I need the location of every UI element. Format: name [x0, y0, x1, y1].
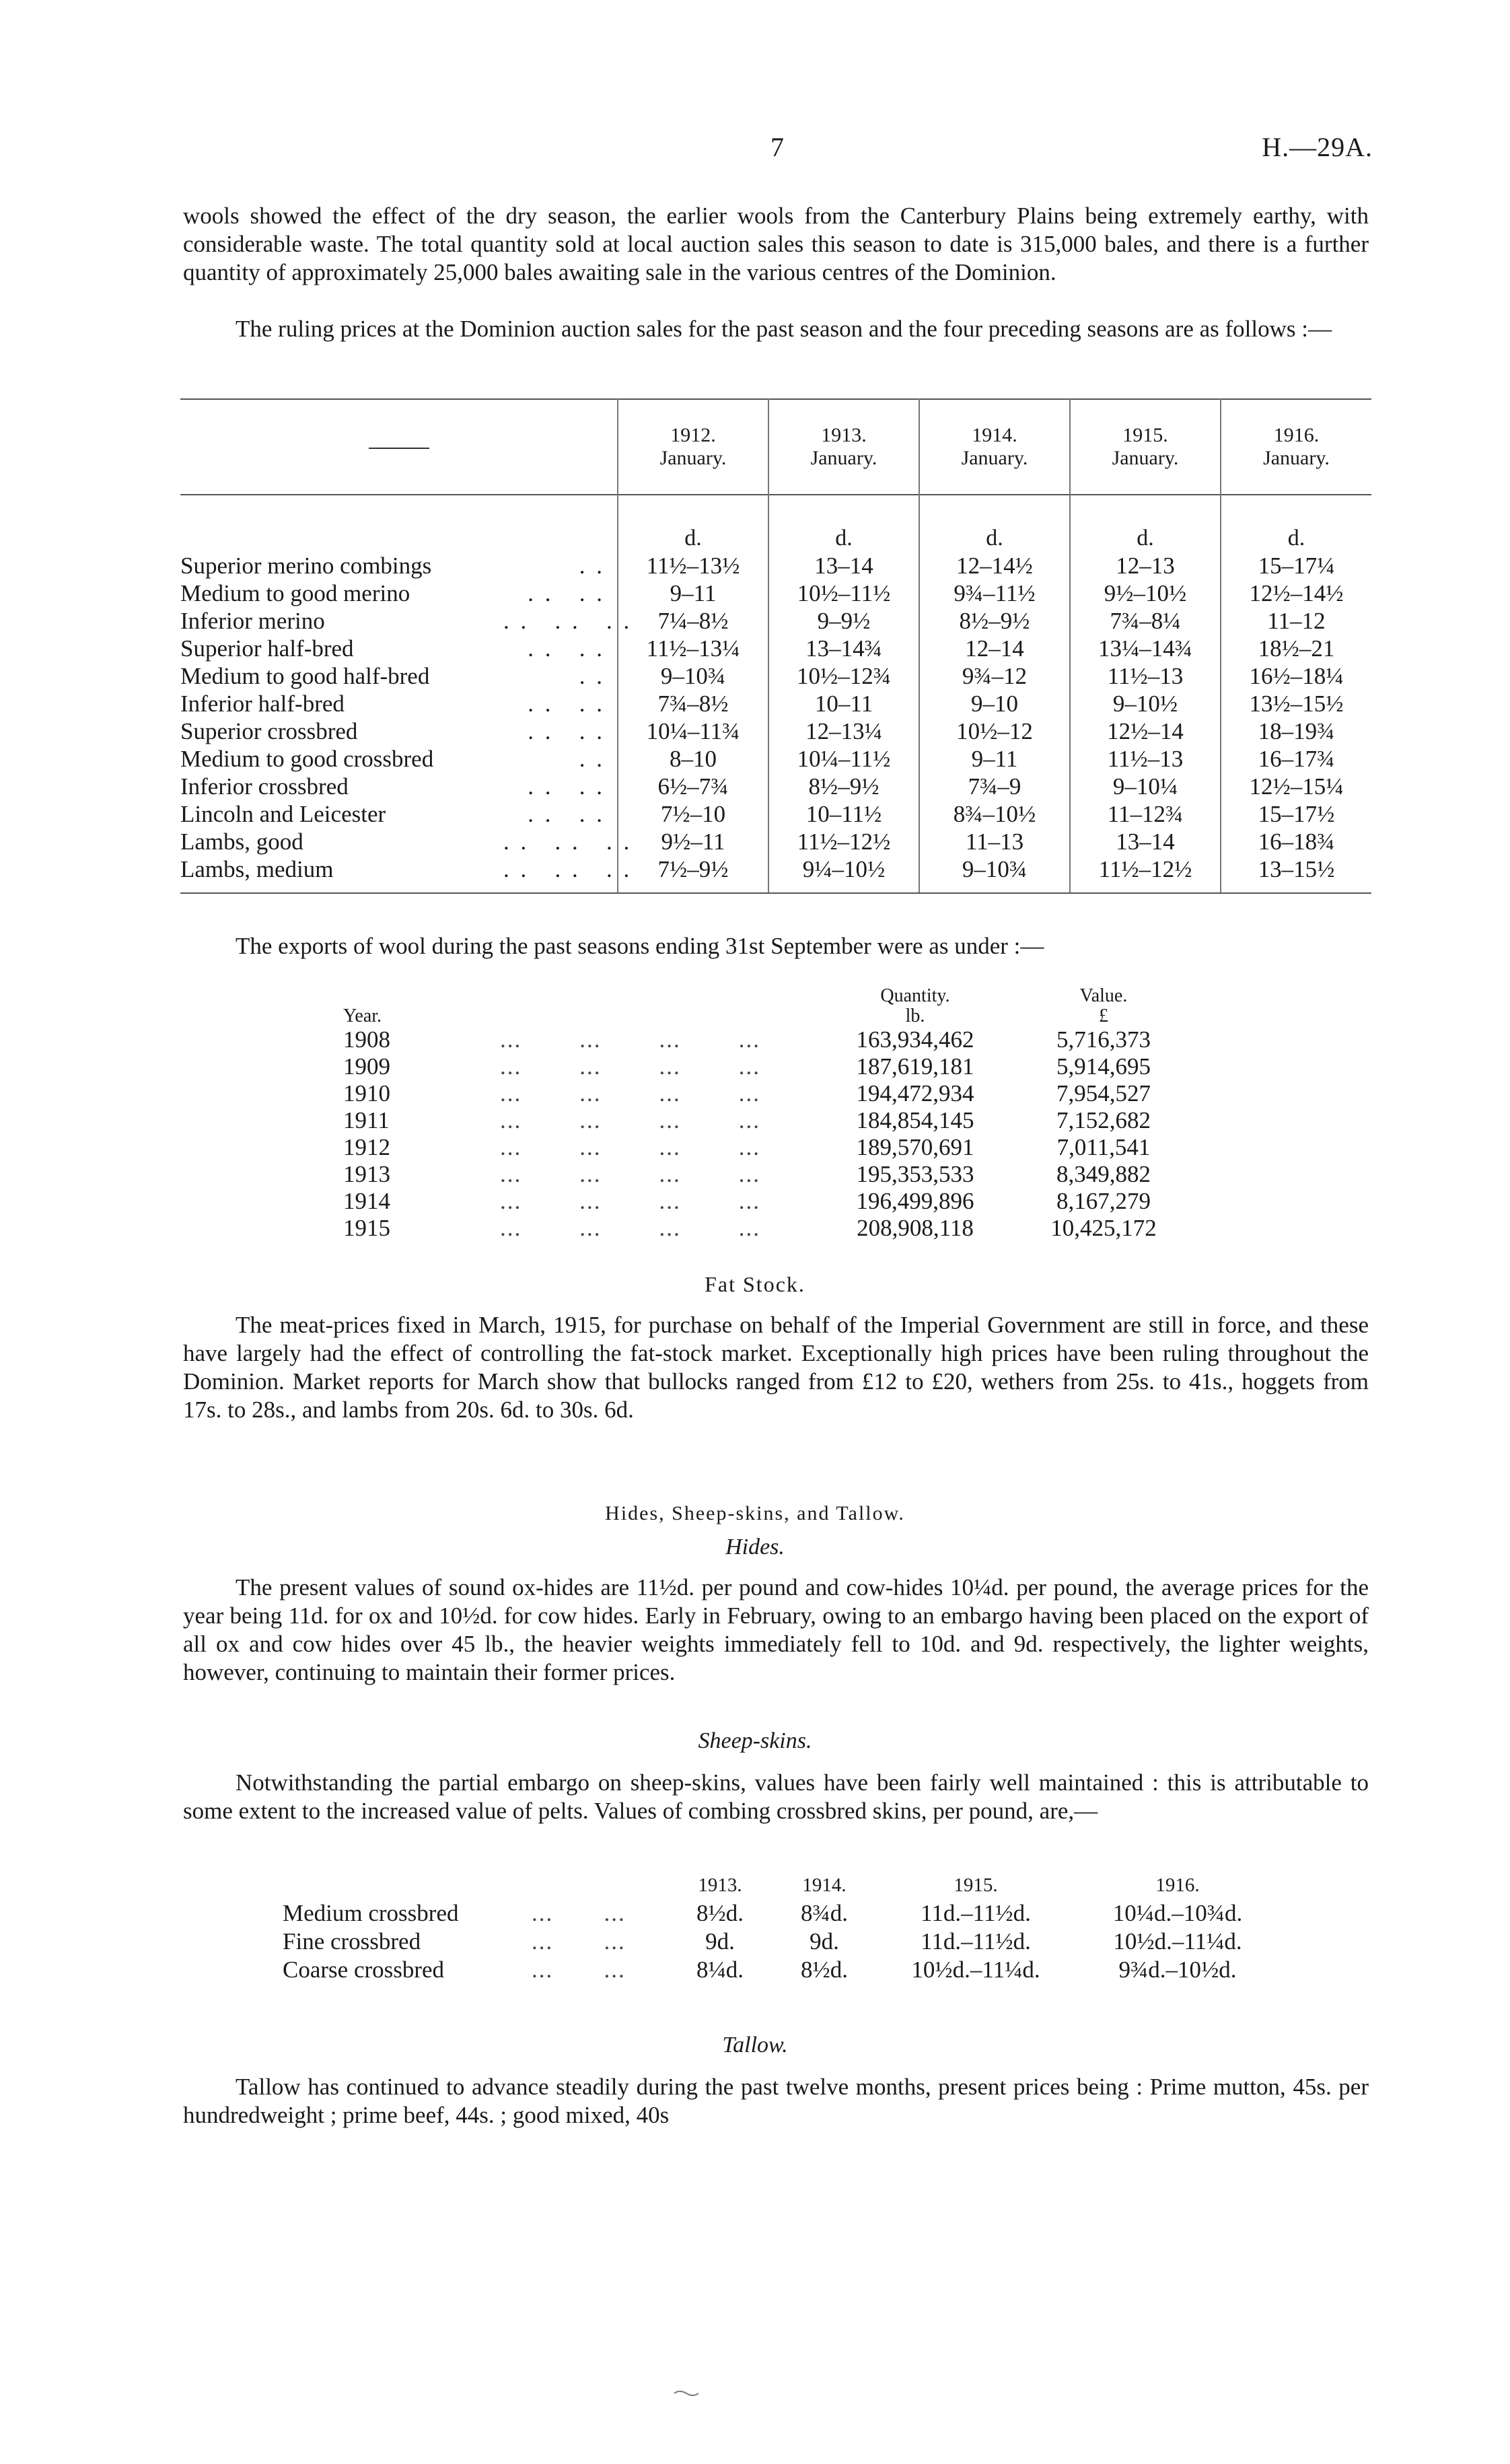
- price-cell: 13½–15½: [1221, 690, 1371, 717]
- sheepskins-subheading: Sheep-skins.: [698, 1728, 812, 1753]
- price-cell: 10½d.–11¼d.: [1113, 1928, 1242, 1955]
- row-label: Superior crossbred: [180, 718, 358, 744]
- price-cell: 8½–9½: [768, 773, 919, 800]
- row-label: Medium to good merino: [180, 580, 410, 606]
- price-cell: 7¼–8½: [618, 607, 768, 635]
- year-cell: 1908: [343, 1026, 390, 1053]
- price-cell: 11–12¾: [1070, 800, 1221, 828]
- row-label: Medium crossbred: [283, 1900, 459, 1926]
- price-cell: 12–14½: [919, 552, 1070, 579]
- price-cell: 8½d.: [801, 1957, 848, 1983]
- price-cell: 12–13: [1070, 552, 1221, 579]
- exports-intro: The exports of wool during the past seasons ending 31st September were as under :—: [236, 933, 1044, 959]
- year-header: 1916.: [1155, 1874, 1200, 1896]
- page-header: [182, 131, 1373, 172]
- year-cell: 1909: [343, 1053, 390, 1080]
- column-header: 1913. January.: [768, 399, 919, 495]
- price-cell: 10¼d.–10¾d.: [1112, 1900, 1243, 1926]
- price-cell: 9–10¼: [1070, 773, 1221, 800]
- quantity-header: Quantity. lb.: [880, 985, 950, 1026]
- row-label: Coarse crossbred: [283, 1957, 445, 1983]
- price-cell: 12½–14: [1070, 717, 1221, 745]
- year-header: 1914.: [802, 1874, 847, 1896]
- price-cell: 9–9½: [768, 607, 919, 635]
- quantity-cell: 187,619,181: [856, 1053, 974, 1080]
- table-row: Coarse crossbred ... ... 8¼d. 8½d. 10½d.–11¼d. 9¾d.–10½d.: [283, 1956, 1279, 1984]
- price-cell: 6½–7¾: [618, 773, 768, 800]
- wool-exports-table: [343, 986, 1198, 1242]
- price-cell: 12½–14½: [1221, 579, 1371, 607]
- quantity-cell: 196,499,896: [856, 1188, 974, 1214]
- row-label: Lincoln and Leicester: [180, 801, 386, 827]
- price-cell: 18½–21: [1221, 635, 1371, 662]
- quantity-cell: 184,854,145: [856, 1107, 974, 1133]
- header-dash: [369, 448, 429, 449]
- unit-cell: d.: [618, 495, 768, 552]
- row-label: Inferior merino: [180, 608, 325, 634]
- price-cell: 11½–12½: [768, 828, 919, 855]
- price-cell: 15–17¼: [1221, 552, 1371, 579]
- value-cell: 7,152,682: [1056, 1107, 1151, 1133]
- price-cell: 7½–10: [618, 800, 768, 828]
- table-row: Lambs, medium . . . . . . 7½–9½ 9¼–10½ 9–10¾ 11½–12½ 13–15½: [180, 855, 1371, 893]
- table-row: 1913 ... ... ... ... 195,353,533 8,349,882: [343, 1161, 1198, 1188]
- hides-section-heading: Hides, Sheep-skins, and Tallow.: [605, 1502, 905, 1524]
- value-cell: 8,167,279: [1056, 1188, 1151, 1214]
- page-number: 7: [770, 132, 784, 162]
- row-label: Inferior half-bred: [180, 691, 345, 717]
- year-header: 1915.: [954, 1874, 998, 1896]
- table-row: 1909 ... ... ... ... 187,619,181 5,914,695: [343, 1053, 1198, 1080]
- value-header: Value. £: [1079, 985, 1128, 1026]
- table-row: Lincoln and Leicester . . . . 7½–10 10–11½ 8¾–10½ 11–12¾ 15–17½: [180, 800, 1371, 828]
- price-cell: 9–11: [618, 579, 768, 607]
- price-cell: 13–15½: [1221, 855, 1371, 893]
- column-header: 1916. January.: [1221, 399, 1371, 495]
- year-header: Year.: [343, 1006, 382, 1026]
- year-cell: 1910: [343, 1080, 390, 1106]
- table-row: 1914 ... ... ... ... 196,499,896 8,167,279: [343, 1188, 1198, 1215]
- price-cell: 9¾d.–10½d.: [1118, 1957, 1237, 1983]
- intro-paragraph-2: The ruling prices at the Dominion auction sales for the past season and the four preceding seasons are as follows :—: [236, 316, 1332, 342]
- table-row: Inferior merino . . . . . . 7¼–8½ 9–9½ 8½–9½ 7¾–8¼ 11–12: [180, 607, 1371, 635]
- price-cell: 9¼–10½: [768, 855, 919, 893]
- row-label: Medium to good half-bred: [180, 663, 430, 689]
- price-cell: 9–10¾: [618, 662, 768, 690]
- sheepskins-table: [283, 1871, 1279, 1984]
- tallow-paragraph: Tallow has continued to advance steadily during the past twelve months, present prices being : Prime mutton, 45s. per hundredweight ; prime beef, 44s. ; good mixed, 40s: [183, 2074, 1369, 2128]
- price-cell: 9–10½: [1070, 690, 1221, 717]
- unit-cell: d.: [1221, 495, 1371, 552]
- row-label: Lambs, good: [180, 829, 303, 855]
- price-cell: 7¾–9: [919, 773, 1070, 800]
- table-row: Medium to good merino . . . . 9–11 10½–11½ 9¾–11½ 9½–10½ 12½–14½: [180, 579, 1371, 607]
- price-cell: 8–10: [618, 745, 768, 773]
- price-cell: 10¼–11½: [768, 745, 919, 773]
- price-cell: 11½–12½: [1070, 855, 1221, 893]
- price-cell: 11d.–11½d.: [921, 1928, 1031, 1955]
- price-cell: 7¾–8¼: [1070, 607, 1221, 635]
- table-row: 1912 ... ... ... ... 189,570,691 7,011,541: [343, 1134, 1198, 1161]
- table-row: Inferior half-bred . . . . 7¾–8½ 10–11 9–10 9–10½ 13½–15½: [180, 690, 1371, 717]
- year-cell: 1912: [343, 1134, 390, 1160]
- price-cell: 13–14: [1070, 828, 1221, 855]
- price-cell: 16½–18¼: [1221, 662, 1371, 690]
- value-cell: 5,914,695: [1056, 1053, 1151, 1080]
- price-cell: 12–13¼: [768, 717, 919, 745]
- sheepskins-header-row: [283, 1871, 1279, 1899]
- price-cell: 11–13: [919, 828, 1070, 855]
- table-row: Superior crossbred . . . . 10¼–11¾ 12–13¼ 10½–12 12½–14 18–19¾: [180, 717, 1371, 745]
- value-cell: 7,954,527: [1056, 1080, 1151, 1106]
- price-cell: 13–14¾: [768, 635, 919, 662]
- price-cell: 9½–11: [618, 828, 768, 855]
- quantity-cell: 163,934,462: [856, 1026, 974, 1053]
- printer-mark-icon: [673, 2389, 700, 2397]
- price-cell: 13–14: [768, 552, 919, 579]
- price-cell: 10½–11½: [768, 579, 919, 607]
- price-cell: 8½–9½: [919, 607, 1070, 635]
- table-row: Inferior crossbred . . . . 6½–7¾ 8½–9½ 7¾–9 9–10¼ 12½–15¼: [180, 773, 1371, 800]
- price-cell: 9–10¾: [919, 855, 1070, 893]
- price-cell: 10–11: [768, 690, 919, 717]
- unit-cell: d.: [919, 495, 1070, 552]
- column-header: 1912. January.: [618, 399, 768, 495]
- price-cell: 9–10: [919, 690, 1070, 717]
- table-row: 1908 ... ... ... ... 163,934,462 5,716,373: [343, 1026, 1198, 1053]
- price-cell: 10–11½: [768, 800, 919, 828]
- hides-paragraph: The present values of sound ox-hides are 11½d. per pound and cow-hides 10¼d. per pound, the average prices for the year being 11d. for ox and 10½d. for cow hides. Early in February, owing to an embargo having been placed on the export of all ox and cow hides over 45 lb., the heavier weights immediately fell to 10d. and 9d. respectively, the lighter weights, however, continuing to maintain their former prices.: [183, 1574, 1369, 1685]
- row-label: Superior merino combings: [180, 553, 432, 579]
- table-row: Superior half-bred . . . . 11½–13¼ 13–14¾ 12–14 13¼–14¾ 18½–21: [180, 635, 1371, 662]
- table-row: 1911 ... ... ... ... 184,854,145 7,152,682: [343, 1107, 1198, 1134]
- price-cell: 11½–13: [1070, 745, 1221, 773]
- quantity-cell: 208,908,118: [857, 1215, 974, 1241]
- price-cell: 12½–15¼: [1221, 773, 1371, 800]
- fat-stock-paragraph: The meat-prices fixed in March, 1915, for purchase on behalf of the Imperial Government are still in force, and these have largely had the effect of controlling the fat-stock market. Exceptionally high prices have been ruling throughout the Dominion. Market reports for March show that bullocks ranged from £12 to £20, wethers from 25s. to 41s., hoggets from 17s. to 28s., and lambs from 20s. 6d. to 30s. 6d.: [183, 1312, 1369, 1423]
- unit-cell: d.: [768, 495, 919, 552]
- price-cell: 12–14: [919, 635, 1070, 662]
- table-row: Medium to good crossbred . . 8–10 10¼–11½ 9–11 11½–13 16–17¾: [180, 745, 1371, 773]
- price-cell: 11–12: [1221, 607, 1371, 635]
- price-cell: 8¾–10½: [919, 800, 1070, 828]
- table-row: Superior merino combings . . 11½–13½ 13–14 12–14½ 12–13 15–17¼: [180, 552, 1371, 579]
- price-cell: 9d.: [810, 1928, 839, 1955]
- row-label: Superior half-bred: [180, 635, 354, 662]
- unit-cell: d.: [1070, 495, 1221, 552]
- price-cell: 9¾–12: [919, 662, 1070, 690]
- price-cell: 9½–10½: [1070, 579, 1221, 607]
- price-cell: 11½–13¼: [618, 635, 768, 662]
- year-header: 1913.: [698, 1874, 742, 1896]
- value-cell: 7,011,541: [1056, 1134, 1151, 1160]
- unit-row: [180, 495, 1371, 552]
- column-header: 1914. January.: [919, 399, 1070, 495]
- price-cell: 9–11: [919, 745, 1070, 773]
- quantity-cell: 189,570,691: [856, 1134, 974, 1160]
- price-cell: 9¾–11½: [919, 579, 1070, 607]
- description-header: [180, 399, 618, 495]
- table-row: 1915 ... ... ... ... 208,908,118 10,425,172: [343, 1215, 1198, 1242]
- quantity-cell: 195,353,533: [856, 1161, 974, 1187]
- document-reference: H.—29A.: [1262, 132, 1373, 162]
- price-cell: 10¼–11¾: [618, 717, 768, 745]
- column-header: 1915. January.: [1070, 399, 1221, 495]
- price-cell: 18–19¾: [1221, 717, 1371, 745]
- price-cell: 11½–13½: [618, 552, 768, 579]
- year-cell: 1914: [343, 1188, 390, 1214]
- table-row: Medium to good half-bred . . 9–10¾ 10½–12¾ 9¾–12 11½–13 16½–18¼: [180, 662, 1371, 690]
- price-cell: 9d.: [705, 1928, 735, 1955]
- year-cell: 1913: [343, 1161, 390, 1187]
- fat-stock-heading: Fat Stock.: [705, 1272, 805, 1296]
- price-cell: 16–18¾: [1221, 828, 1371, 855]
- value-cell: 5,716,373: [1056, 1026, 1151, 1053]
- row-label: Inferior crossbred: [180, 773, 349, 800]
- price-cell: 10½–12: [919, 717, 1070, 745]
- table-row: Fine crossbred ... ... 9d. 9d. 11d.–11½d. 10½d.–11¼d.: [283, 1928, 1279, 1956]
- price-cell: 10½d.–11¼d.: [911, 1957, 1040, 1983]
- value-cell: 10,425,172: [1050, 1215, 1157, 1241]
- row-label: Medium to good crossbred: [180, 746, 434, 772]
- price-cell: 11½–13: [1070, 662, 1221, 690]
- exports-header-row: [343, 986, 1198, 1026]
- price-cell: 7½–9½: [618, 855, 768, 893]
- table-row: 1910 ... ... ... ... 194,472,934 7,954,527: [343, 1080, 1198, 1107]
- price-cell: 8¼d.: [696, 1957, 744, 1983]
- price-cell: 8½d.: [696, 1900, 744, 1926]
- year-cell: 1911: [343, 1107, 390, 1133]
- intro-paragraph-1: wools showed the effect of the dry season, the earlier wools from the Canterbury Plains being extremely earthy, with considerable waste. The total quantity sold at local auction sales this season to date is 315,000 bales, and there is a further quantity of approximately 25,000 bales awaiting sale in the various centres of the Dominion.: [183, 203, 1369, 285]
- value-cell: 8,349,882: [1056, 1161, 1151, 1187]
- quantity-cell: 194,472,934: [856, 1080, 974, 1106]
- sheepskins-paragraph: Notwithstanding the partial embargo on sheep-skins, values have been fairly well maintained : this is attributable to some extent to the increased value of pelts. Values of combing crossbred skins, per pound, are,—: [183, 1769, 1369, 1824]
- price-cell: 8¾d.: [801, 1900, 848, 1926]
- wool-prices-table: [180, 398, 1371, 894]
- tallow-subheading: Tallow.: [722, 2033, 788, 2057]
- price-cell: 15–17½: [1221, 800, 1371, 828]
- table-row: Medium crossbred ... ... 8½d. 8¾d. 11d.–11½d. 10¼d.–10¾d.: [283, 1899, 1279, 1928]
- row-label: Lambs, medium: [180, 855, 503, 893]
- year-cell: 1915: [343, 1215, 390, 1241]
- price-cell: 11d.–11½d.: [921, 1900, 1031, 1926]
- table-header-row: [180, 399, 1371, 495]
- hides-subheading: Hides.: [725, 1535, 785, 1559]
- price-cell: 16–17¾: [1221, 745, 1371, 773]
- price-cell: 13¼–14¾: [1070, 635, 1221, 662]
- price-cell: 7¾–8½: [618, 690, 768, 717]
- row-label: Fine crossbred: [283, 1928, 421, 1955]
- table-row: Lambs, good . . . . . . 9½–11 11½–12½ 11–13 13–14 16–18¾: [180, 828, 1371, 855]
- price-cell: 10½–12¾: [768, 662, 919, 690]
